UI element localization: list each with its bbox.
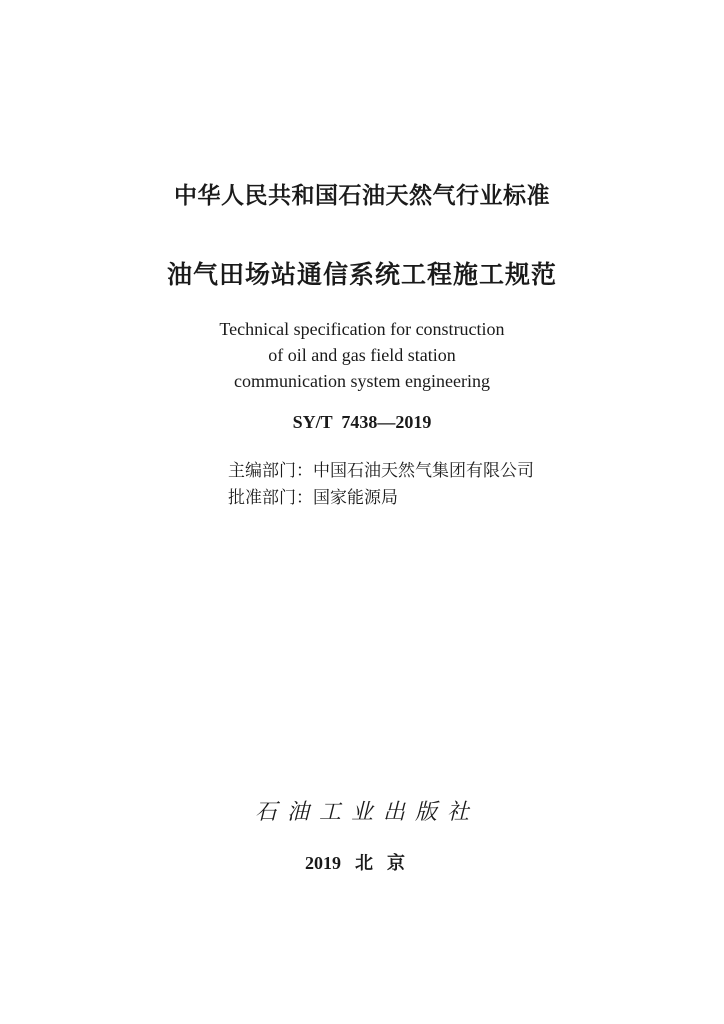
english-title-line: Technical specification for construction <box>219 319 505 339</box>
department-label: 主编部门 <box>228 461 296 481</box>
chief-editor-department <box>228 458 534 485</box>
publication-city: 北京 <box>355 853 419 874</box>
english-title-line: communication system engineering <box>234 371 490 391</box>
department-value: 国家能源局 <box>313 488 398 508</box>
approving-department <box>228 485 534 512</box>
english-title <box>0 316 724 394</box>
english-title-line: of oil and gas field station <box>268 345 456 365</box>
publication-year: 2019 <box>305 853 341 873</box>
department-value: 中国石油天然气集团有限公司 <box>313 461 534 481</box>
department-separator: ： <box>296 461 313 481</box>
department-label: 批准部门 <box>228 488 296 508</box>
department-block <box>228 458 534 512</box>
publication-info <box>0 849 724 875</box>
standard-number: SY/T 7438—2019 <box>292 412 432 432</box>
industry-standard-heading: 中华人民共和国石油天然气行业标准 <box>174 183 550 209</box>
department-separator: ： <box>296 488 313 508</box>
chinese-title: 油气田场站通信系统工程施工规范 <box>166 260 557 289</box>
publisher-name: 石油工业出版社 <box>254 800 479 825</box>
